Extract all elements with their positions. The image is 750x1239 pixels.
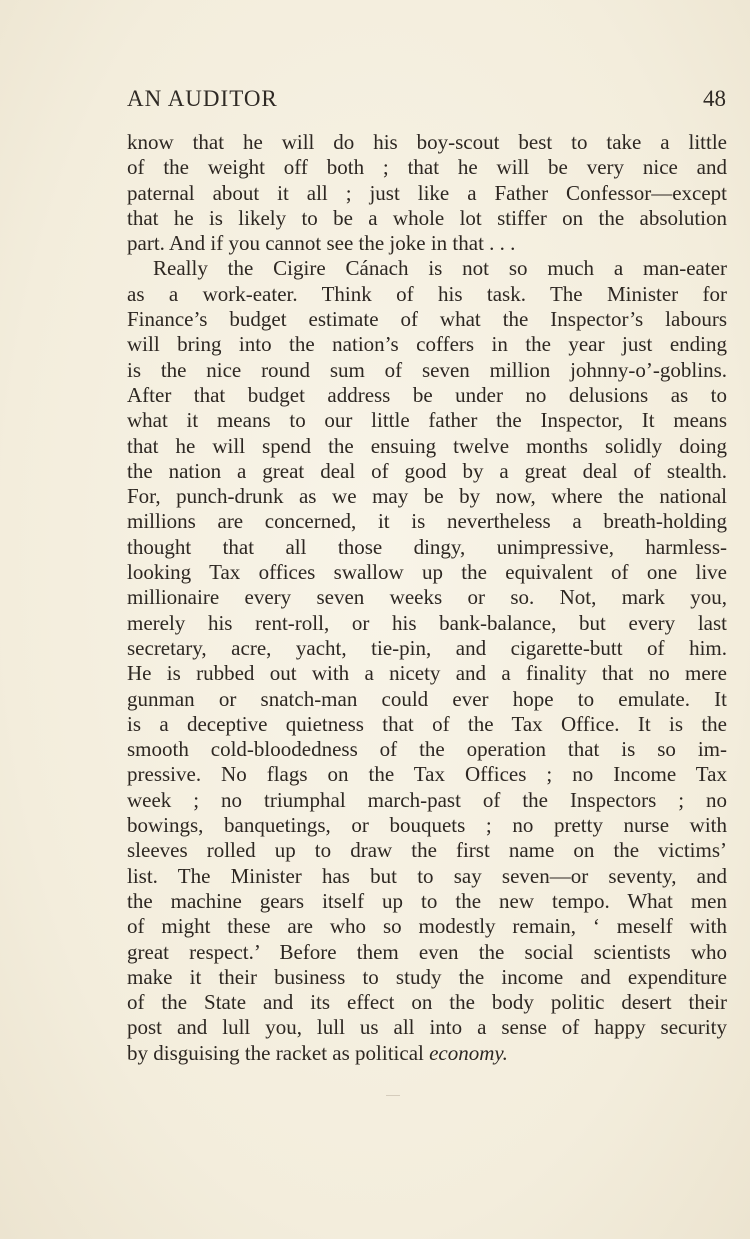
text-line: thought that all those dingy, unimpressive, harmless- — [127, 534, 727, 559]
text-line: of the State and its effect on the body politic desert their — [127, 990, 727, 1015]
text-line: Finance’s budget estimate of what the Inspector’s labours — [127, 307, 727, 332]
text-line: Really the Cigire Cánach is not so much a man-eater — [153, 256, 727, 281]
body-text — [127, 130, 727, 1066]
text-line: For, punch-drunk as we may be by now, where the national — [127, 484, 727, 509]
text-line: pressive. No flags on the Tax Offices ; no Income Tax — [127, 762, 727, 787]
text-line: is the nice round sum of seven million johnny-o’-goblins. — [127, 357, 727, 382]
text-line: know that he will do his boy-scout best to take a little — [127, 130, 727, 154]
text-line: paternal about it all ; just like a Father Confessor—except — [127, 180, 727, 205]
text-line: millions are concerned, it is nevertheless a breath-holding — [127, 509, 727, 534]
text-line: bowings, banquetings, or bouquets ; no pretty nurse with — [127, 813, 727, 838]
text-line: will bring into the nation’s coffers in the year just ending — [127, 332, 727, 357]
running-title: AN AUDITOR — [127, 86, 278, 111]
text-line: is a deceptive quietness that of the Tax Office. It is the — [127, 711, 727, 736]
text-line: millionaire every seven weeks or so. Not, mark you, — [127, 585, 727, 610]
text-line: post and lull you, lull us all into a sense of happy security — [127, 1015, 727, 1040]
paragraph-2 — [127, 256, 727, 1040]
text-line: what it means to our little father the Inspector, It means — [127, 408, 727, 433]
running-head — [127, 86, 726, 116]
text-line: After that budget address be under no delusions as to — [127, 382, 727, 407]
emphasis-economy: economy. — [429, 1040, 508, 1065]
text-line: that he is likely to be a whole lot stiffer on the absolution — [127, 205, 727, 230]
text-line: great respect.’ Before them even the social scientists who — [127, 939, 727, 964]
text-line: week ; no triumphal march-past of the Inspectors ; no — [127, 787, 727, 812]
text-line: gunman or snatch-man could ever hope to emulate. It — [127, 686, 727, 711]
text-line: that he will spend the ensuing twelve months solidly doing — [127, 433, 727, 458]
final-line — [127, 1041, 727, 1066]
paragraph-1 — [127, 130, 727, 256]
text-line: as a work-eater. Think of his task. The Minister for — [127, 281, 727, 306]
text-line: part. And if you cannot see the joke in that . . . — [127, 231, 516, 256]
text-line: secretary, acre, yacht, tie-pin, and cigarette-butt of him. — [127, 635, 727, 660]
text-line: list. The Minister has but to say seven—or seventy, and — [127, 863, 727, 888]
text-line: the nation a great deal of good by a great deal of stealth. — [127, 458, 727, 483]
text-line: of might these are who so modestly remain, ‘ meself with — [127, 914, 727, 939]
text-line: smooth cold-bloodedness of the operation that is so im- — [127, 737, 727, 762]
text-line: the machine gears itself up to the new tempo. What men — [127, 888, 727, 913]
page-number: 48 — [703, 86, 726, 111]
text-line: He is rubbed out with a nicety and a finality that no mere — [127, 661, 727, 686]
text-line: sleeves rolled up to draw the first name on the victims’ — [127, 838, 727, 863]
text-line: of the weight off both ; that he will be very nice and — [127, 155, 727, 180]
text-line: make it their business to study the income and expenditure — [127, 964, 727, 989]
text-line: merely his rent-roll, or his bank-balance, but every last — [127, 610, 727, 635]
final-line-text: by disguising the racket as political — [127, 1040, 430, 1065]
text-line: looking Tax offices swallow up the equivalent of one live — [127, 560, 727, 585]
page-mark — [386, 1095, 400, 1096]
